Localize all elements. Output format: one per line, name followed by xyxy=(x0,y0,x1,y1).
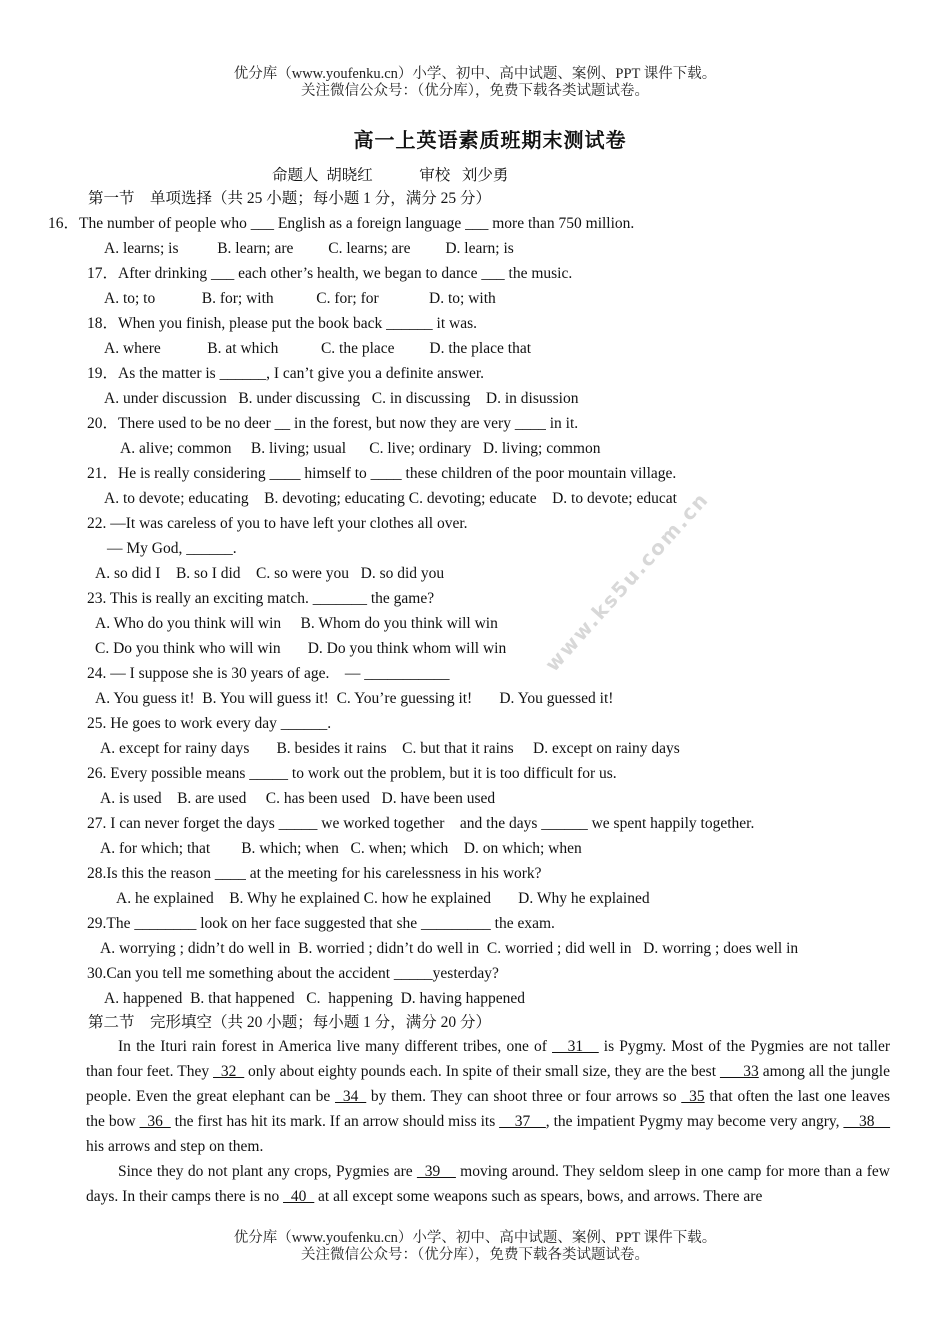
question-18: 18．When you finish, please put the book back ______ it was. xyxy=(87,315,478,332)
section-1-heading: 第一节 单项选择（共 25 小题；每小题 1 分，满分 25 分） xyxy=(88,190,492,207)
options-25: A. except for rainy days B. besides it rains C. but that it rains D. except on rainy days xyxy=(100,740,680,757)
question-19: 19．As the matter is ______, I can’t give you a definite answer. xyxy=(87,365,485,382)
header-line-2: 关注微信公众号：（优分库），免费下载各类试题试卷。 xyxy=(301,83,649,99)
cloze-paragraph-1 xyxy=(86,1034,890,1159)
options-20: A. alive; common B. living; usual C. live; ordinary D. living; common xyxy=(120,440,601,457)
page-header xyxy=(0,66,950,100)
cloze-text: In the Ituri rain forest in America live many different tribes, one of xyxy=(118,1038,553,1055)
cloze-text: among all the jungle people. Even the great elephant can be xyxy=(86,1063,890,1105)
question-22: 22. —It was careless of you to have left your clothes all over. xyxy=(87,515,468,532)
options-21: A. to devote; educating B. devoting; educating C. devoting; educate D. to devote; educat xyxy=(104,490,677,507)
question-21: 21．He is really considering ____ himself to ____ these children of the poor mountain village. xyxy=(87,465,677,482)
question-30: 30.Can you tell me something about the accident _____yesterday? xyxy=(87,965,499,982)
options-23-cd: C. Do you think who will win D. Do you think whom will win xyxy=(95,640,507,657)
cloze-text: moving around. They seldom sleep in one camp for more than a few days. In their camps there is no xyxy=(86,1163,890,1205)
cloze-blank-39: _39__ xyxy=(417,1163,456,1180)
cloze-paragraph-2 xyxy=(86,1159,890,1209)
question-25: 25. He goes to work every day ______. xyxy=(87,715,332,732)
header-line-1: 优分库（www.youfenku.cn）小学、初中、高中试题、案例、PPT 课件下载。 xyxy=(233,66,717,82)
cloze-text: the first has hit its mark. If an arrow should miss its xyxy=(170,1113,500,1130)
options-16: A. learns; is B. learn; are C. learns; are D. learn; is xyxy=(104,240,514,257)
cloze-blank-34: _34_ xyxy=(335,1088,367,1105)
cloze-blank-38: __38__ xyxy=(843,1113,890,1130)
exam-title: 高一上英语素质班期末测试卷 xyxy=(353,130,627,152)
question-29: 29.The ________ look on her face suggested that she _________ the exam. xyxy=(87,915,555,932)
cloze-blank-32: _32_ xyxy=(213,1063,245,1080)
section-2-heading: 第二节 完形填空（共 20 小题；每小题 1 分，满分 20 分） xyxy=(88,1014,492,1031)
options-29: A. worrying ; didn’t do well in B. worried ; didn’t do well in C. worried ; did well in D. worring ; does well in xyxy=(100,940,799,957)
question-26: 26. Every possible means _____ to work out the problem, but it is too difficult for us. xyxy=(87,765,617,782)
question-27: 27. I can never forget the days _____ we worked together and the days ______ we spent happily together. xyxy=(87,815,755,832)
question-28: 28.Is this the reason ____ at the meeting for his carelessness in his work? xyxy=(87,865,542,882)
cloze-text: his arrows and step on them. xyxy=(86,1138,264,1155)
cloze-text: is Pygmy. Most of the Pygmies are not taller than four feet. They xyxy=(86,1038,890,1080)
question-23: 23. This is really an exciting match. _______ the game? xyxy=(87,590,435,607)
options-28: A. he explained B. Why he explained C. how he explained D. Why he explained xyxy=(116,890,650,907)
cloze-blank-37: __37__ xyxy=(499,1113,546,1130)
cloze-blank-40: _40_ xyxy=(283,1188,315,1205)
question-22-reply: — My God, ______. xyxy=(107,540,237,557)
cloze-text: , the impatient Pygmy may become very angry, xyxy=(545,1113,844,1130)
cloze-blank-36: _36_ xyxy=(139,1113,171,1130)
watermark: www.ks5u.com.cn xyxy=(540,486,714,677)
cloze-text: at all except some weapons such as spears, bows, and arrows. There are xyxy=(314,1188,763,1205)
options-19: A. under discussion B. under discussing C. in discussing D. in disussion xyxy=(104,390,579,407)
options-22: A. so did I B. so I did C. so were you D. so did you xyxy=(95,565,445,582)
cloze-text: Since they do not plant any crops, Pygmies are xyxy=(118,1163,418,1180)
options-27: A. for which; that B. which; when C. when; which D. on which; when xyxy=(100,840,582,857)
options-23-ab: A. Who do you think will win B. Whom do you think will win xyxy=(95,615,498,632)
exam-authors: 命题人 胡晓红 审校 刘少勇 xyxy=(272,167,509,184)
footer-line-2: 关注微信公众号：（优分库），免费下载各类试题试卷。 xyxy=(301,1247,649,1263)
options-17: A. to; to B. for; with C. for; for D. to; with xyxy=(104,290,496,307)
cloze-text: only about eighty pounds each. In spite of their small size, they are the best xyxy=(244,1063,720,1080)
question-24: 24. — I suppose she is 30 years of age. — ___________ xyxy=(87,665,450,682)
options-24: A. You guess it! B. You will guess it! C. You’re guessing it! D. You guessed it! xyxy=(95,690,614,707)
options-26: A. is used B. are used C. has been used D. have been used xyxy=(100,790,496,807)
options-18: A. where B. at which C. the place D. the place that xyxy=(104,340,531,357)
cloze-blank-31: __31__ xyxy=(552,1038,599,1055)
cloze-text: by them. They can shoot three or four arrows so xyxy=(366,1088,682,1105)
cloze-text: that often the last one leaves the bow xyxy=(86,1088,890,1130)
cloze-blank-35: _35 xyxy=(681,1088,705,1105)
options-30: A. happened B. that happened C. happening D. having happened xyxy=(104,990,525,1007)
page-footer xyxy=(0,1230,950,1264)
cloze-blank-33: ___33 xyxy=(720,1063,759,1080)
question-16: 16．The number of people who ___ English as a foreign language ___ more than 750 million. xyxy=(48,215,635,232)
question-17: 17．After drinking ___ each other’s health, we began to dance ___ the music. xyxy=(87,265,573,282)
question-20: 20．There used to be no deer __ in the forest, but now they are very ____ in it. xyxy=(87,415,579,432)
footer-line-1: 优分库（www.youfenku.cn）小学、初中、高中试题、案例、PPT 课件下载。 xyxy=(233,1230,717,1246)
